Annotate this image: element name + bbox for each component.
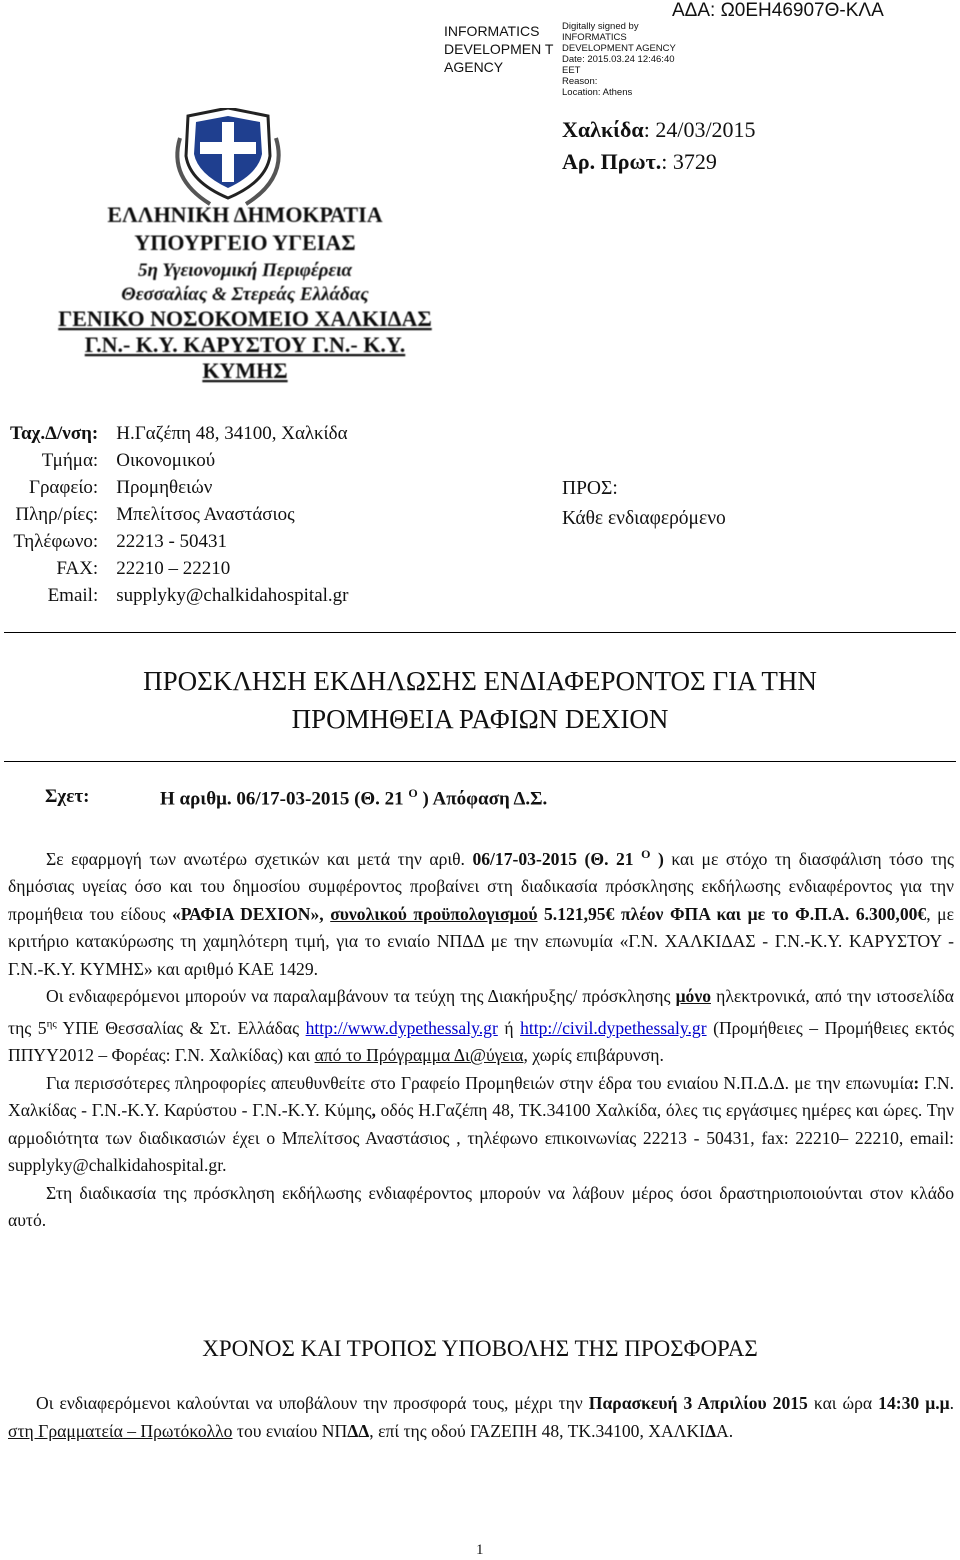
text: από το Πρόγραμμα Δι@ύγεια (314, 1045, 524, 1066)
ada-code: ΑΔΑ: Ω0ΕΗ46907Θ-ΚΛΑ (672, 0, 884, 21)
text: και με στόχο τη διασφάλιση τόσο της δημόσιας υγείας όσο και του δημοσίου συμφέροντος προβαίνει στη διαδικασία πρόσκλησης εκδήλωσης ενδιαφέροντος για την προμήθεια του είδους (8, 848, 954, 924)
contact-key: Email: (47, 585, 99, 606)
text: Παρασκευή 3 Απριλίου 2015 (588, 1393, 808, 1413)
text: , με κριτήριο κατακύρωσης τη χαμηλότερη τιμή, για το ενιαίο ΝΠΔΔ με την επωνυμία «Γ.Ν. ΧΑΛΚΙΔΑΣ - Γ.Ν.-Κ.Υ. ΚΑΡΥΣΤΟΥ - Γ.Ν.-Κ.Υ. ΚΥΜΗΣ» και αριθμό ΚΑΕ 1429. (8, 903, 954, 979)
section-heading: ΧΡΟΝΟΣ ΚΑΙ ΤΡΟΠΟΣ ΥΠΟΒΟΛΗΣ ΤΗΣ ΠΡΟΣΦΟΡΑΣ (202, 1336, 758, 1361)
paragraph (8, 1070, 954, 1180)
signature-line: Location: Athens (562, 87, 633, 98)
hospital-logo (30, 108, 460, 390)
text: ηλεκτρονικά, από την ιστοσελίδα της 5 (8, 986, 954, 1038)
protocol-value: : 3729 (661, 149, 717, 174)
logo-line: Θεσσαλίας & Στερεάς Ελλάδας (121, 284, 369, 305)
greek-emblem-icon (177, 108, 278, 204)
text: 5.121,95€ πλέον ΦΠΑ και με το Φ.Π.Α. 6.300,00€ (537, 903, 927, 924)
reference-part: Η αριθμ. 06/17-03-2015 (Θ. 21 (160, 788, 404, 810)
contact-value: supplyky@chalkidahospital.gr (116, 585, 349, 606)
reference-sup: Ο (408, 786, 418, 800)
text: , (371, 1100, 376, 1121)
reference-text (160, 786, 547, 810)
contact-value: Η.Γαζέπη 48, 34100, Χαλκίδα (116, 423, 348, 444)
text: ΥΠΕ Θεσσαλίας & Στ. Ελλάδας (56, 1017, 306, 1038)
text: ) (657, 848, 664, 869)
signature-line: EET (562, 65, 581, 76)
date-value: : 24/03/2015 (643, 117, 756, 142)
signature-line: Date: 2015.03.24 12:46:40 (562, 54, 675, 65)
text: 06/17-03-2015 (Θ. 21 (472, 848, 634, 869)
signature-line: Reason: (562, 76, 598, 87)
text: του ενιαίου ΝΠ (232, 1420, 348, 1441)
text: Για περισσότερες πληροφορίες απευθυνθείτε στο Γραφείο Προμηθειών στην έδρα του ενιαίου Ν.Π.Δ.Δ. με την επωνυμία (46, 1072, 914, 1093)
text: , χωρίς επιβάρυνση. (523, 1045, 664, 1066)
signature-line: INFORMATICS (562, 32, 627, 43)
text: Οι ενδιαφερόμενοι μπορούν να παραλαμβάνουν τα τεύχη της Διακήρυξης/ πρόσκλησης (46, 986, 676, 1007)
logo-line: ΓΕΝΙΚΟ ΝΟΣΟΚΟΜΕΙΟ ΧΑΛΚΙΔΑΣ (58, 306, 432, 331)
contact-row (10, 447, 349, 474)
contact-row (10, 420, 349, 447)
paragraph (8, 983, 954, 1069)
contact-value: Προμηθειών (116, 477, 213, 498)
contact-row (10, 474, 349, 501)
text: Α. (716, 1420, 734, 1441)
logo-line: Γ.Ν.- Κ.Υ. ΚΑΡΥΣΤΟΥ Γ.Ν.- Κ.Υ. (84, 332, 406, 357)
dypethessaly-link[interactable]: http://www.dypethessaly.gr (305, 1017, 498, 1038)
text: ης (46, 1017, 57, 1030)
text: Σε εφαρμογή των ανωτέρω σχετικών και μετά την αριθ. (46, 848, 473, 869)
contact-value: Οικονομικού (116, 450, 216, 471)
text: μόνο (675, 986, 711, 1007)
page-number: 1 (476, 1542, 484, 1558)
civil-dypethessaly-link[interactable]: http://civil.dypethessaly.gr (520, 1017, 707, 1038)
text: «ΡΑΦΙΑ DEXION», (172, 903, 331, 924)
text: ή (497, 1017, 521, 1038)
contact-row (10, 555, 349, 582)
logo-line: ΥΠΟΥΡΓΕΙΟ ΥΓΕΙΑΣ (134, 230, 356, 255)
recipient-colon: : (612, 478, 618, 499)
date-block (562, 114, 756, 178)
text: , επί της οδού ΓΑΖΕΠΗ 48, ΤΚ.34100, ΧΑΛΚΙ (369, 1420, 706, 1441)
reference-line (45, 786, 548, 810)
text: (Προμήθειες – Προμήθειες εκτός ΠΠΥΥ2012 – Φορέας: Γ.Ν. Χαλκίδας) και (8, 1017, 955, 1066)
text: : (913, 1072, 920, 1093)
recipient-value: Κάθε ενδιαφερόμενο (562, 508, 726, 529)
text: . (949, 1393, 954, 1413)
text: 14:30 μ.μ (878, 1393, 950, 1413)
recipient-label: ΠΡΟΣ (562, 478, 613, 499)
contact-key: FAX: (56, 558, 99, 579)
recipient-block (562, 474, 726, 534)
signature-org-name: INFORMATICS DEVELOPMEN T AGENCY (444, 23, 554, 75)
text: ΔΔ (347, 1420, 370, 1441)
contact-value: 22213 - 50431 (116, 531, 228, 552)
contact-row (10, 582, 349, 609)
paragraph (8, 841, 954, 983)
divider (4, 761, 956, 762)
contact-key: Τμήμα: (41, 450, 99, 471)
document-title (0, 662, 960, 738)
contact-info (10, 420, 349, 609)
title-line: ΠΡΟΣΚΛΗΣΗ ΕΚΔΗΛΩΣΗΣ ΕΝΔΙΑΦΕΡΟΝΤΟΣ ΓΙΑ ΤΗΝ (143, 666, 817, 696)
signature-line: DEVELOPMENT AGENCY (562, 43, 676, 54)
reference-label: Σχετ: (45, 786, 90, 807)
contact-value: Μπελίτσος Αναστάσιος (116, 504, 295, 525)
title-line: ΠΡΟΜΗΘΕΙΑ ΡΑΦΙΩΝ DEXION (291, 704, 669, 734)
contact-row (10, 528, 349, 555)
text: οδός Η.Γαζέπη 48, ΤΚ.34100 Χαλκίδα, όλες τις εργάσιμες ημέρες και ώρες. Την αρμοδιότητα των διαδικασιών έχει ο Μπελίτσος Αναστάσιος , τηλέφωνο επικοινωνίας 22213 - 50431, fax: 22210– 22210, email: supplyky@chalkidahospital.gr. (8, 1100, 954, 1176)
contact-value: 22210 – 22210 (116, 558, 231, 579)
text: και ώρα (807, 1393, 879, 1413)
signature-line: Digitally signed by (562, 21, 639, 32)
date-label: Χαλκίδα (562, 117, 644, 142)
text: συνολικού προϋπολογισμού (330, 903, 538, 924)
contact-key: Τηλέφωνο: (13, 531, 99, 552)
text: Οι ενδιαφερόμενοι καλούνται να υποβάλουν την προσφορά τους, μέχρι την (36, 1393, 589, 1413)
divider (4, 632, 956, 633)
protocol-label: Αρ. Πρωτ. (562, 149, 662, 174)
text: Ο (641, 847, 651, 861)
reference-part: ) Απόφαση Δ.Σ. (422, 788, 548, 810)
text: Δ (705, 1420, 717, 1441)
logo-line: ΚΥΜΗΣ (202, 358, 288, 383)
contact-key: Γραφείο: (28, 477, 99, 498)
contact-row (10, 501, 349, 528)
body-text (8, 841, 954, 1235)
text: Γ.Ν. Χαλκίδας - Γ.Ν.-Κ.Υ. Καρύστου - Γ.Ν.-Κ.Υ. Κύμης (8, 1072, 954, 1121)
paragraph: Στη διαδικασία της πρόσκληση εκδήλωσης ενδιαφέροντος μπορούν να λάβουν μέρος όσοι δραστηριοποιούνται στον κλάδο αυτό. (8, 1182, 954, 1231)
text: στη Γραμματεία – Πρωτόκολλο (8, 1420, 233, 1441)
logo-line: 5η Υγειονομική Περιφέρεια (137, 260, 353, 281)
submission-paragraph (8, 1390, 954, 1445)
contact-key: Ταχ.Δ/νση: (10, 423, 99, 444)
contact-key: Πληρ/ρίες: (15, 504, 99, 525)
signature-details (562, 21, 676, 98)
logo-line: ΕΛΛΗΝΙΚΗ ΔΗΜΟΚΡΑΤΙΑ (107, 202, 383, 227)
